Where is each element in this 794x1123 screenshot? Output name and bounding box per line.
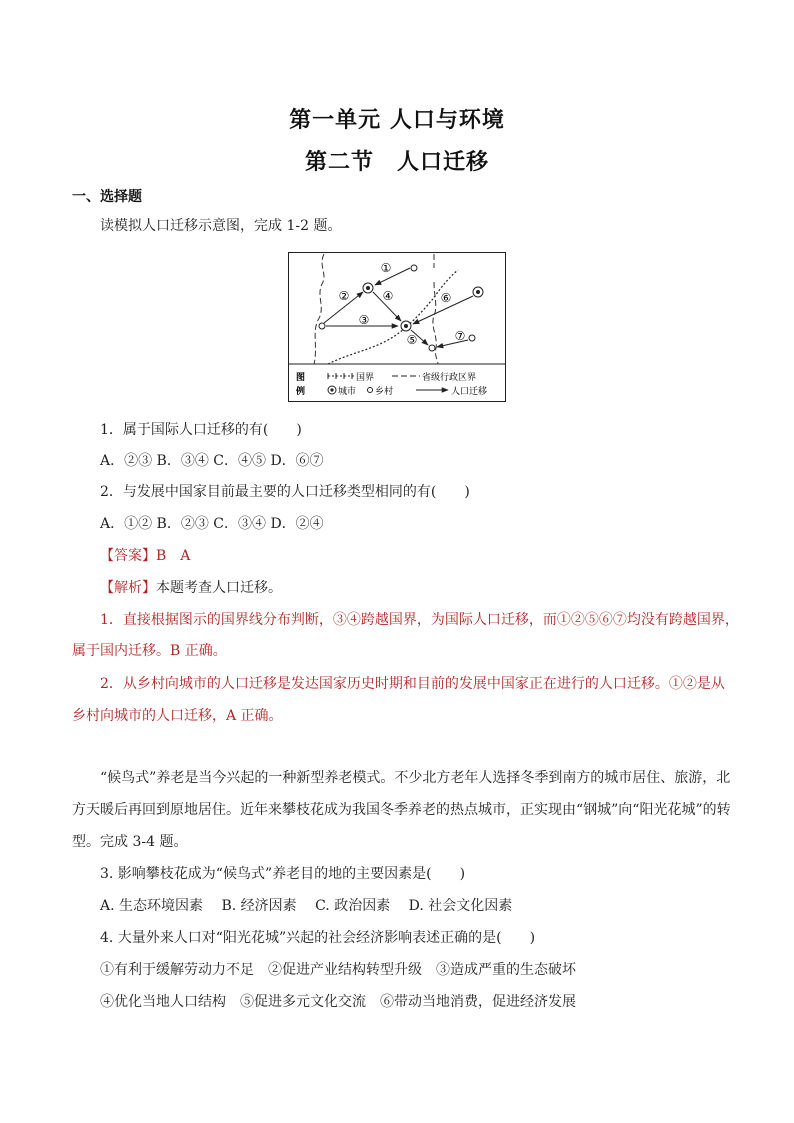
question-2-stem: 2．与发展中国家目前最主要的人口迁移类型相同的有( ) [100, 484, 470, 500]
question-1-stem: 1．属于国际人口迁移的有( ) [100, 422, 302, 438]
label-1: ① [380, 261, 392, 275]
answer-text: B A [156, 548, 191, 564]
migration-map [288, 252, 506, 402]
answer-tag: 【答案】 [100, 548, 156, 564]
legend-national: 国界 [356, 373, 375, 383]
legend-village: 乡村 [375, 387, 394, 397]
passage-line-3: 型。完成 3-4 题。 [72, 834, 188, 850]
passage-line-1: “候鸟式”养老是当今兴起的一种新型养老模式。不少北方老年人选择冬季到南方的城市居住、旅游，北 [100, 770, 731, 786]
intro-text: 读模拟人口迁移示意图，完成 1-2 题。 [100, 218, 342, 234]
label-3: ③ [358, 313, 370, 327]
analysis-text: 本题考查人口迁移。 [156, 580, 282, 596]
analysis-tag: 【解析】 [100, 580, 156, 596]
analysis-line [100, 578, 282, 598]
unit-title: 第一单元 人口与环境 [289, 107, 505, 133]
question-4-items-1: ①有利于缓解劳动力不足 ②促进产业结构转型升级 ③造成严重的生态破坏 [100, 962, 576, 978]
legend-provincial: 省级行政区界 [422, 373, 477, 383]
question-3-options: A. 生态环境因素 B. 经济因素 C. 政治因素 D. 社会文化因素 [100, 898, 513, 914]
section-title: 第二节 人口迁移 [304, 149, 489, 175]
label-5: ⑤ [406, 333, 418, 347]
label-4: ④ [382, 289, 394, 303]
question-3-stem: 3. 影响攀枝花成为“候鸟式”养老目的地的主要因素是( ) [100, 866, 466, 882]
question-4-stem: 4. 大量外来人口对“阳光花城”兴起的社会经济影响表述正确的是( ) [100, 930, 536, 946]
label-2: ② [338, 289, 350, 303]
answer-line [100, 546, 190, 566]
question-1-options: A．②③ B．③④ C．④⑤ D．⑥⑦ [100, 453, 324, 469]
label-6: ⑥ [440, 291, 452, 305]
legend-city: 城市 [338, 387, 357, 397]
passage-line-2: 方天暖后再回到原地居住。近年来攀枝花成为我国冬季养老的热点城市，正实现由“钢城”向“阳光花城”的转 [72, 802, 731, 818]
svg-text:例: 例 [296, 387, 306, 397]
svg-text:图: 图 [296, 373, 306, 383]
analysis-paragraph-1: 1．直接根据图示的国界线分布判断，③④跨越国界，为国际人口迁移，而①②⑤⑥⑦均没有跨越国界， [100, 612, 739, 628]
question-4-items-2: ④优化当地人口结构 ⑤促进多元文化交流 ⑥带动当地消费，促进经济发展 [100, 994, 576, 1010]
analysis-paragraph-1-cont: 属于国内迁移。B 正确。 [72, 643, 227, 659]
question-2-options: A．①② B．②③ C．③④ D．②④ [100, 516, 324, 532]
analysis-paragraph-2: 2．从乡村向城市的人口迁移是发达国家历史时期和目前的发展中国家正在进行的人口迁移。①②是从 [100, 676, 725, 692]
label-7: ⑦ [454, 329, 466, 343]
legend-migration: 人口迁移 [451, 387, 488, 397]
section-heading: 一、选择题 [72, 189, 142, 205]
analysis-paragraph-2-cont: 乡村向城市的人口迁移，A 正确。 [72, 708, 283, 724]
